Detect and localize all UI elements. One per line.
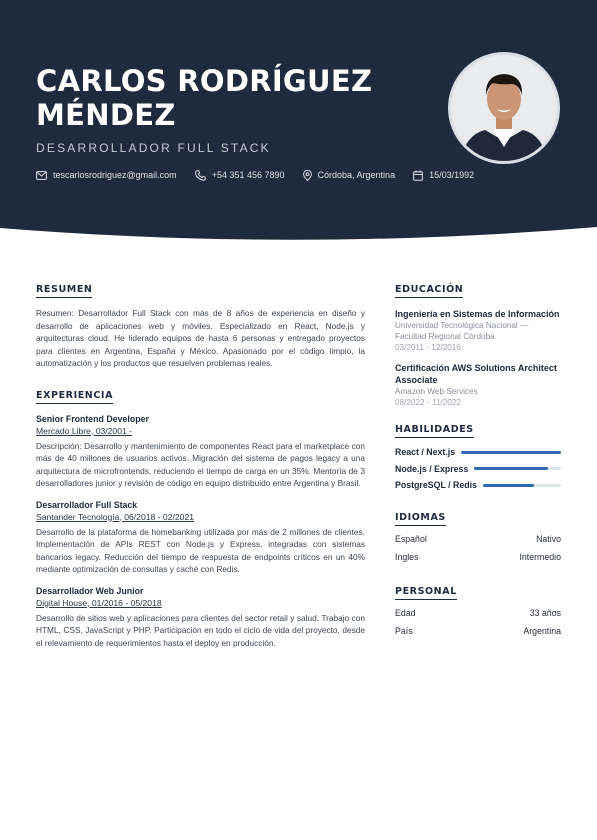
phone-icon <box>195 170 206 181</box>
calendar-icon <box>413 170 423 181</box>
job-company-dates: Santander Tecnología, 06/2018 - 02/2021 <box>36 511 194 522</box>
education-dates: 03/2011 - 12/2016 <box>395 343 461 352</box>
left-column <box>36 279 365 649</box>
skill-level-bar <box>474 467 561 470</box>
contact-bar <box>36 168 492 182</box>
language-level: Nativo <box>536 534 561 545</box>
job-description: Descripción: Desarrollo y mantenimiento de componentes React para el marketplace con más de 40 millones de usuarios activos. Migración del sistema de pagos legacy a una arquitectura de microfrontends, reduciendo el tiempo de carga en un 35%. Mentoría de 3 desarrolladores junior y revisión de código en equipo distribuido entre Argentina y Brasil. <box>36 440 365 488</box>
job-entry <box>36 585 365 650</box>
contact-birthdate-text: 15/03/1992 <box>429 170 475 180</box>
profile-photo <box>448 52 560 164</box>
experiencia-heading: EXPERIENCIA <box>36 390 113 404</box>
skill-level-fill <box>474 467 548 470</box>
personal-row <box>395 605 561 623</box>
education-entry <box>395 362 561 408</box>
candidate-name <box>36 64 436 132</box>
personal-row <box>395 622 561 640</box>
educacion-section <box>395 279 561 408</box>
skill-level-fill <box>483 484 534 487</box>
personal-value: Argentina <box>523 625 561 636</box>
resumen-section <box>36 279 365 370</box>
education-degree: Certificación AWS Solutions Architect Associate <box>395 363 557 385</box>
header <box>0 0 597 250</box>
language-level: Intermedio <box>519 551 561 562</box>
job-title: Desarrollador Full Stack <box>36 499 138 510</box>
skill-level-bar <box>461 451 561 454</box>
idiomas-heading: IDIOMAS <box>395 512 446 526</box>
name-line-2: MÉNDEZ <box>36 98 176 132</box>
job-entry <box>36 413 365 490</box>
skill-name: React / Next.js <box>395 447 456 458</box>
educacion-heading: EDUCACIÓN <box>395 284 463 298</box>
education-institution: Amazon Web Services <box>395 387 478 396</box>
education-dates: 08/2022 - 11/2022 <box>395 398 461 407</box>
profile-photo-image <box>451 55 557 161</box>
skill-name: Node.js / Express <box>395 463 469 474</box>
skill-level-bar <box>483 484 561 487</box>
idiomas-section <box>395 507 561 566</box>
personal-label: País <box>395 625 413 636</box>
education-degree: Ingeniería en Sistemas de Información <box>395 309 560 319</box>
skill-item <box>395 444 561 461</box>
job-company-dates: Digital House, 01/2016 - 05/2018 <box>36 597 162 608</box>
language-row <box>395 548 561 566</box>
contact-birthdate <box>413 170 474 181</box>
job-description: Desarrollo de la plataforma de homebanking utilizada por más de 2 millones de clientes. Implementación de APIs REST con Node.js y Express, integradas con sistemas bancarios legacy. Reducción del tiempo de respuesta de endpoints críticos en un 40% mediante optimización de consultas y caché con Redis. <box>36 526 365 574</box>
resumen-text: Resumen: Desarrollador Full Stack con más de 8 años de experiencia en diseño y desarrollo de aplicaciones web y móviles. Especializado en React, Node.js y arquitecturas cloud. He liderado equipos de hasta 6 personas y entregado proyectos para clientes en Argentina, España y México. Apasionado por el código limpio, la automatización y los productos que resuelven problemas reales. <box>36 308 365 368</box>
personal-section <box>395 581 561 640</box>
contact-location-text: Córdoba, Argentina <box>317 170 396 180</box>
job-entry <box>36 499 365 576</box>
name-line-1: CARLOS RODRÍGUEZ <box>36 64 373 98</box>
personal-label: Edad <box>395 608 416 619</box>
language-name: Ingles <box>395 551 419 562</box>
contact-phone[interactable] <box>195 170 285 181</box>
skill-item <box>395 461 561 478</box>
personal-heading: PERSONAL <box>395 586 457 600</box>
resumen-heading: RESUMEN <box>36 284 92 298</box>
education-entry <box>395 308 561 353</box>
job-title: Desarrollador Web Junior <box>36 585 144 596</box>
job-description: Desarrollo de sitios web y aplicaciones para clientes del sector retail y salud. Trabajo con HTML, CSS, JavaScript y PHP. Participación en todo el ciclo de vida del proyecto, desde el relevamiento de requerimientos hasta el deploy en producción. <box>36 612 365 648</box>
skill-item <box>395 477 561 494</box>
contact-email-text: tescarlosrodriguez@gmail.com <box>53 170 177 180</box>
job-title: Senior Frontend Developer <box>36 413 149 424</box>
skill-name: PostgreSQL / Redis <box>395 480 477 491</box>
language-name: Español <box>395 534 427 545</box>
contact-email[interactable] <box>36 170 177 180</box>
language-row <box>395 531 561 549</box>
experiencia-section <box>36 385 365 650</box>
job-company-dates: Mercado Libre, 03/2001 - <box>36 425 133 436</box>
personal-value: 33 años <box>529 608 561 619</box>
contact-phone-text: +54 351 456 7890 <box>211 170 285 180</box>
skill-level-fill <box>461 451 561 454</box>
right-column <box>395 279 561 640</box>
location-pin-icon <box>303 170 312 181</box>
contact-location <box>303 170 396 181</box>
habilidades-heading: HABILIDADES <box>395 424 474 438</box>
mail-icon <box>36 171 47 180</box>
job-title: DESARROLLADOR FULL STACK <box>36 141 271 155</box>
education-institution: Universidad Tecnológica Nacional — Facultad Regional Córdoba <box>395 321 529 341</box>
habilidades-section <box>395 419 561 494</box>
